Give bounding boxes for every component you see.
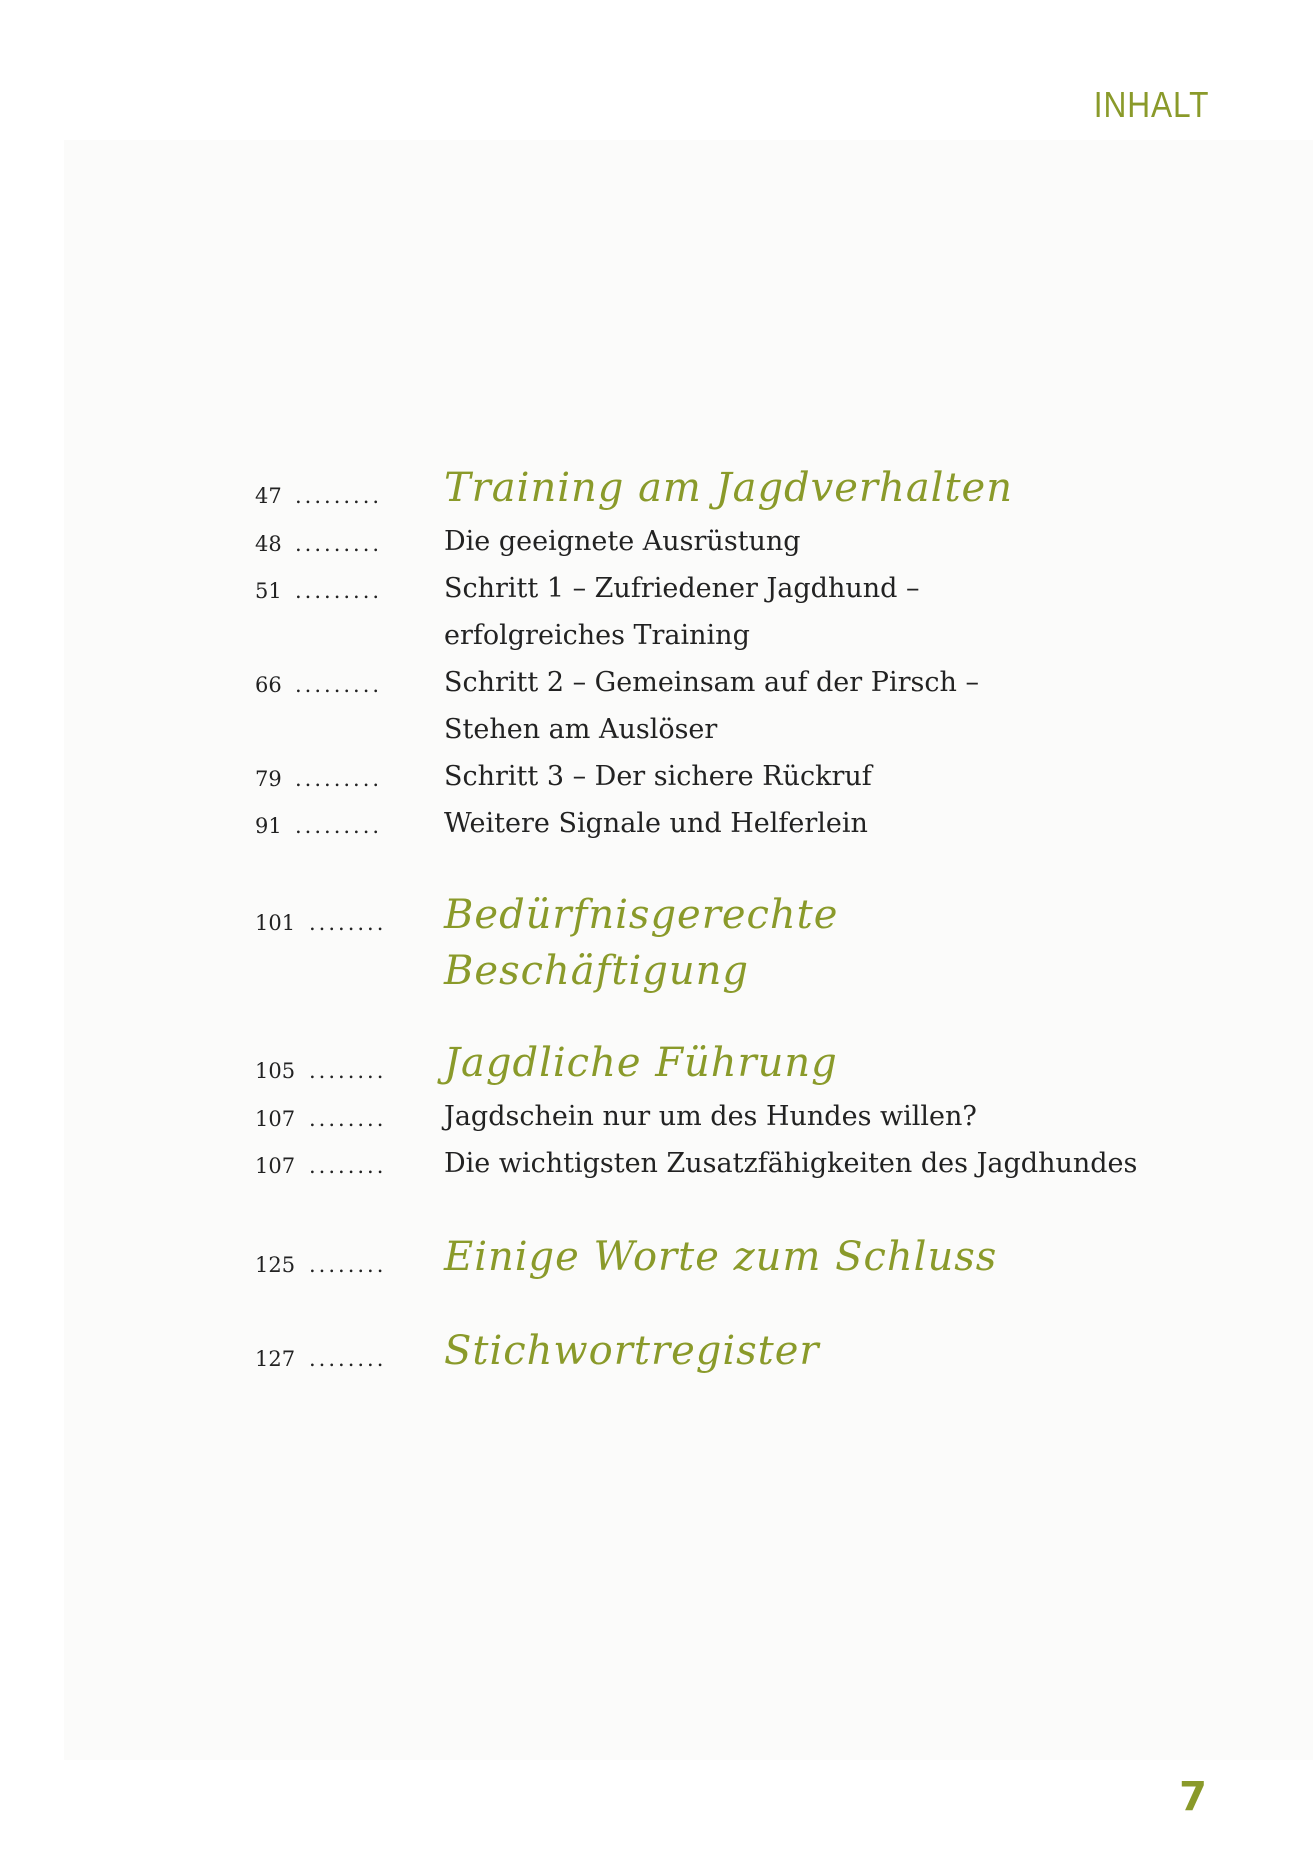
toc-entry-title: Jagdschein nur um des Hundes willen?	[444, 1101, 977, 1132]
toc-entry-chapter[interactable]	[255, 1229, 1215, 1287]
toc-entry-title-line1: Schritt 2 – Gemeinsam auf der Pirsch –	[444, 667, 979, 698]
table-of-contents	[255, 460, 1215, 1381]
toc-chapter-title: Training am Jagdverhalten	[444, 465, 1013, 511]
toc-entry-title-line1: Schritt 1 – Zufriedener Jagdhund –	[444, 573, 920, 604]
toc-page-number: 127	[255, 1347, 296, 1371]
toc-entry-title-line2: Stehen am Auslöser	[444, 714, 718, 745]
toc-leader-dots: ........	[309, 1347, 387, 1371]
toc-chapter-title-line2: Beschäftigung	[444, 948, 750, 994]
toc-entry-chapter[interactable]	[255, 1323, 1215, 1381]
toc-page-number: 107	[255, 1154, 296, 1178]
toc-leader-dots: ........	[309, 1154, 387, 1178]
toc-page-number: 91	[255, 814, 282, 838]
toc-page-number: 101	[255, 911, 296, 935]
toc-page-number: 66	[255, 673, 282, 697]
toc-entry[interactable]	[255, 1140, 1215, 1187]
toc-leader-dots: .........	[295, 532, 383, 556]
page-number: 7	[1179, 1774, 1207, 1820]
toc-chapter-title: Stichwortregister	[444, 1328, 820, 1374]
toc-leader-dots: .........	[295, 814, 383, 838]
toc-entry-title: Die wichtigsten Zusatzfähigkeiten des Jagdhundes	[444, 1148, 1138, 1179]
toc-leader-dots: ........	[309, 1059, 387, 1083]
toc-chapter-title: Einige Worte zum Schluss	[444, 1234, 998, 1280]
toc-page-number: 107	[255, 1107, 296, 1131]
toc-page-number: 79	[255, 767, 282, 791]
toc-entry[interactable]	[255, 565, 1215, 659]
toc-entry-chapter[interactable]	[255, 887, 1215, 999]
toc-entry-chapter[interactable]	[255, 460, 1215, 518]
toc-entry[interactable]	[255, 800, 1215, 847]
toc-page-number: 47	[255, 484, 282, 508]
section-header: INHALT	[1093, 84, 1209, 125]
toc-page-number: 105	[255, 1059, 296, 1083]
toc-entry-title-line2: erfolgreiches Training	[444, 620, 750, 651]
toc-leader-dots: ........	[309, 1253, 387, 1277]
toc-leader-dots: ........	[309, 1107, 387, 1131]
toc-page-number: 125	[255, 1253, 296, 1277]
toc-chapter-title: Jagdliche Führung	[444, 1040, 838, 1086]
toc-entry[interactable]	[255, 1093, 1215, 1140]
toc-leader-dots: ........	[309, 911, 387, 935]
toc-entry[interactable]	[255, 518, 1215, 565]
toc-leader-dots: .........	[295, 673, 383, 697]
toc-leader-dots: .........	[295, 579, 383, 603]
toc-entry-title: Weitere Signale und Helferlein	[444, 808, 868, 839]
toc-chapter-title-line1: Bedürfnisgerechte	[444, 892, 839, 938]
toc-entry-title: Die geeignete Ausrüstung	[444, 526, 801, 557]
toc-entry[interactable]	[255, 753, 1215, 800]
toc-leader-dots: .........	[295, 767, 383, 791]
toc-page-number: 51	[255, 579, 282, 603]
toc-entry[interactable]	[255, 659, 1215, 753]
toc-entry-title: Schritt 3 – Der sichere Rückruf	[444, 761, 872, 792]
toc-entry-chapter[interactable]	[255, 1035, 1215, 1093]
toc-page-number: 48	[255, 532, 282, 556]
toc-leader-dots: .........	[295, 484, 383, 508]
